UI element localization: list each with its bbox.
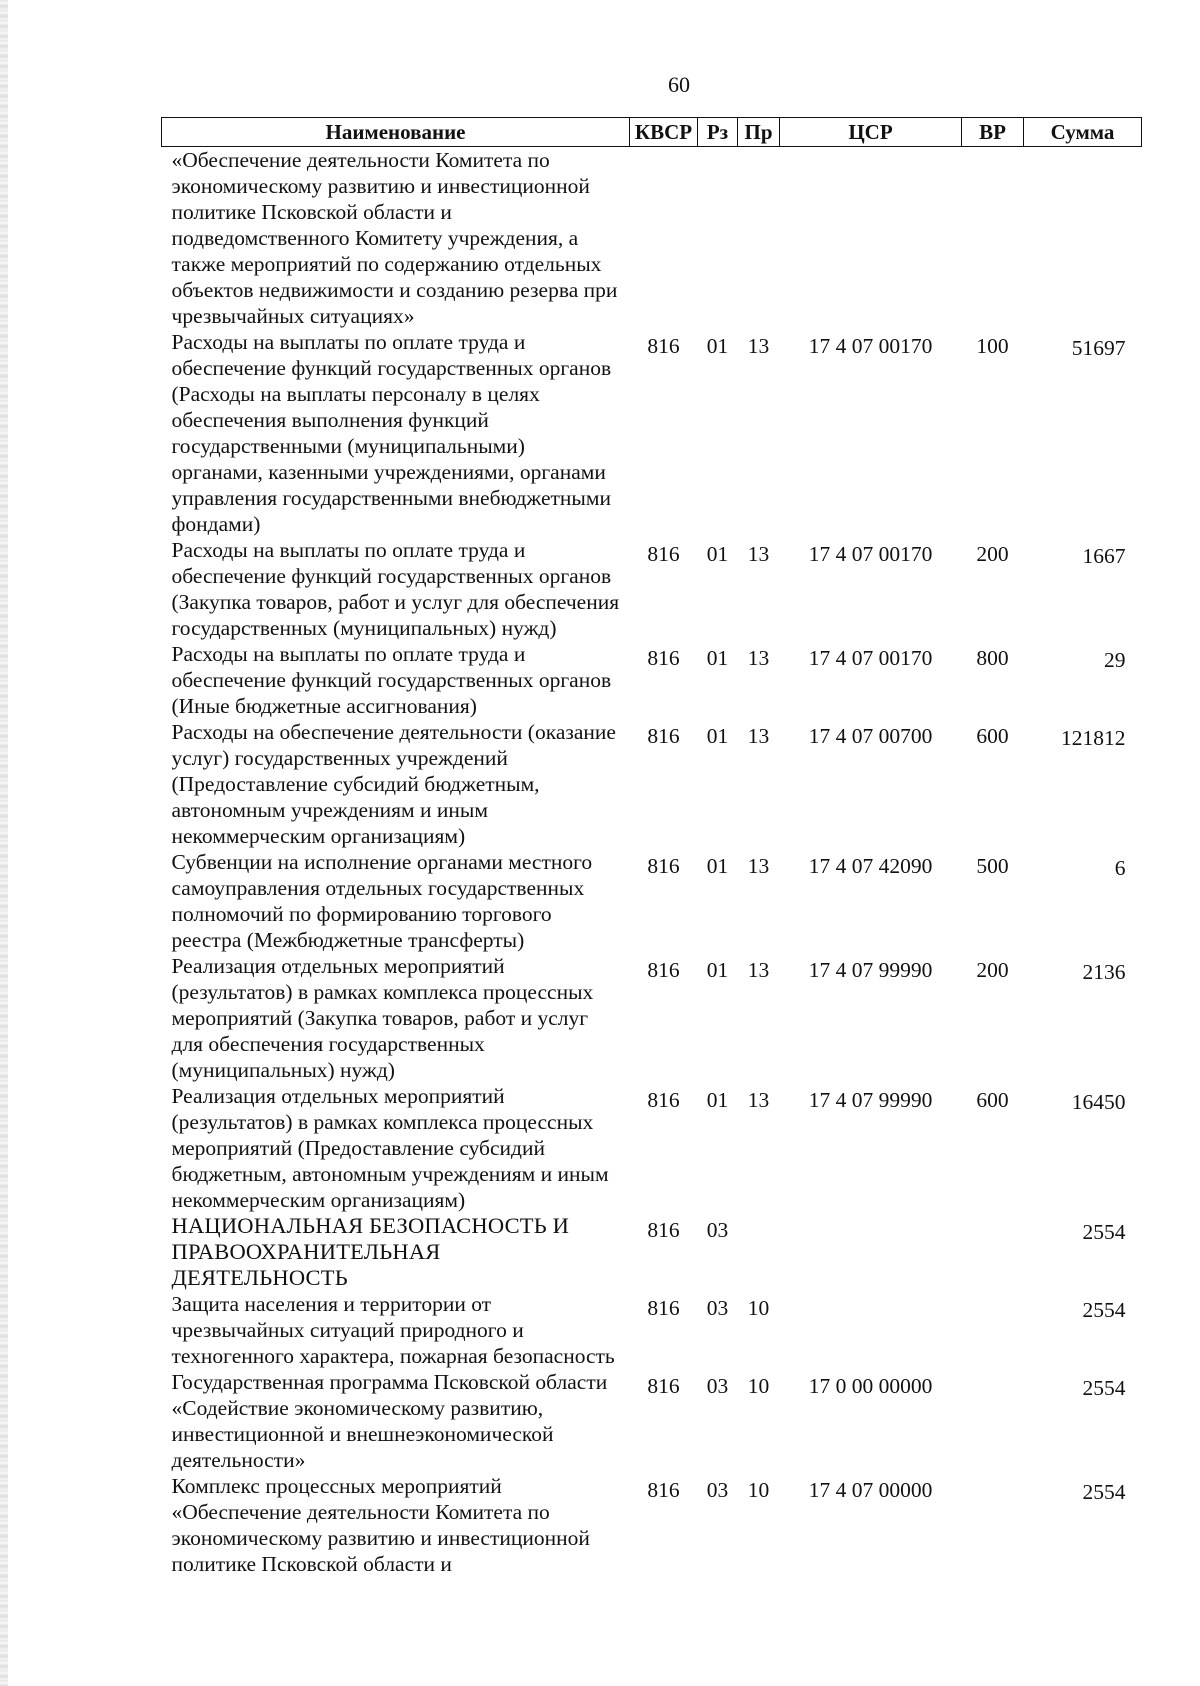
- row-name: Субвенции на исполнение органами местного самоуправления отдельных государственных полномочий по формированию торгового реестра (Межбюджетные трансферты): [171, 850, 593, 952]
- row-sum: 51697: [1071, 336, 1126, 360]
- row-csr: 17 4 07 00170: [808, 334, 933, 358]
- row-rz: 01: [706, 542, 729, 566]
- row-pr: 13: [747, 542, 770, 566]
- table-row: [162, 147, 1142, 330]
- row-pr: 13: [747, 854, 770, 878]
- row-sum: 2554: [1082, 1298, 1126, 1322]
- row-rz: 01: [706, 958, 729, 982]
- row-rz: 01: [706, 724, 729, 748]
- header-csr: ЦСР: [780, 118, 962, 147]
- row-rz: 01: [706, 646, 729, 670]
- table-header-row: [162, 118, 1142, 147]
- header-kvsr: КВСР: [630, 118, 698, 147]
- table-row: [162, 1291, 1142, 1369]
- row-pr: 10: [747, 1478, 770, 1502]
- row-vr: [962, 1369, 1024, 1473]
- row-name: Расходы на выплаты по оплате труда и обеспечение функций государственных органов (Расходы на выплаты персоналу в целях обеспечения выполнения функций государственными (муниципальными) органами, казенными учреждениями, органами управления государственными внебюджетными фондами): [171, 330, 612, 536]
- row-csr: 17 4 07 42090: [808, 854, 933, 878]
- row-pr: 13: [747, 724, 770, 748]
- row-rz: 03: [706, 1478, 729, 1502]
- table-row: [162, 1473, 1142, 1577]
- row-sum: 2136: [1082, 960, 1126, 984]
- table-row: [162, 1083, 1142, 1213]
- row-sum: 16450: [1071, 1090, 1126, 1114]
- row-name: Государственная программа Псковской области «Содействие экономическому развитию, инвестиционной и внешнеэкономической деятельности»: [171, 1370, 608, 1472]
- row-kvsr: 816: [647, 1218, 680, 1242]
- row-pr: 13: [747, 1088, 770, 1112]
- row-name: Реализация отдельных мероприятий (результатов) в рамках комплекса процессных мероприятий (Закупка товаров, работ и услуг для обеспечения государственных (муниципальных) нужд): [171, 954, 594, 1082]
- row-kvsr: 816: [647, 958, 680, 982]
- row-name: «Обеспечение деятельности Комитета по экономическому развитию и инвестиционной политике Псковской области и подведомственного Комитету учреждения, а также мероприятий по содержанию отдельных объектов недвижимости и созданию резерва при чрезвычайных ситуациях»: [171, 148, 618, 328]
- header-name: Наименование: [162, 118, 630, 147]
- row-vr: [962, 1473, 1024, 1577]
- table-row: [162, 1369, 1142, 1473]
- table-row: [162, 953, 1142, 1083]
- row-rz: 01: [706, 1088, 729, 1112]
- row-rz: 01: [706, 854, 729, 878]
- table-row: [162, 849, 1142, 953]
- row-rz: 03: [706, 1296, 729, 1320]
- row-sum: 2554: [1082, 1376, 1126, 1400]
- row-name: Расходы на выплаты по оплате труда и обеспечение функций государственных органов (Иные бюджетные ассигнования): [171, 642, 612, 718]
- row-csr: [780, 1291, 962, 1369]
- row-pr: 13: [747, 334, 770, 358]
- header-vr: ВР: [962, 118, 1024, 147]
- row-sum: 121812: [1061, 726, 1126, 750]
- row-vr: 800: [976, 646, 1009, 670]
- row-vr: 100: [976, 334, 1009, 358]
- row-csr: 17 4 07 00700: [808, 724, 933, 748]
- row-csr: 17 0 00 00000: [808, 1374, 933, 1398]
- row-name: Защита населения и территории от чрезвычайных ситуаций природного и техногенного характера, пожарная безопасность: [171, 1292, 615, 1368]
- scan-edge-decoration: [0, 0, 8, 1686]
- row-kvsr: 816: [647, 1374, 680, 1398]
- page-number: 60: [668, 72, 690, 97]
- row-csr: [780, 1213, 962, 1291]
- row-vr: [962, 1291, 1024, 1369]
- row-csr: 17 4 07 00170: [808, 646, 933, 670]
- row-kvsr: 816: [647, 646, 680, 670]
- row-vr: 500: [976, 854, 1009, 878]
- header-sum: Сумма: [1024, 118, 1142, 147]
- row-sum: [1024, 147, 1142, 330]
- row-csr: 17 4 07 99990: [808, 958, 933, 982]
- row-rz: 03: [706, 1218, 729, 1242]
- table-row: [162, 537, 1142, 641]
- row-pr: [738, 147, 780, 330]
- row-sum: 2554: [1082, 1480, 1126, 1504]
- row-vr: 200: [976, 542, 1009, 566]
- row-pr: 13: [747, 958, 770, 982]
- row-name: Реализация отдельных мероприятий (результатов) в рамках комплекса процессных мероприятий (Предоставление субсидий бюджетным, автономным учреждениям и иным некоммерческим организациям): [171, 1084, 609, 1212]
- row-sum: 29: [1104, 648, 1126, 672]
- row-csr: 17 4 07 99990: [808, 1088, 933, 1112]
- row-vr: 600: [976, 1088, 1009, 1112]
- table-row: [162, 329, 1142, 537]
- row-rz: 03: [706, 1374, 729, 1398]
- row-csr: 17 4 07 00170: [808, 542, 933, 566]
- row-vr: [962, 147, 1024, 330]
- row-sum: 6: [1114, 856, 1126, 880]
- row-rz: [698, 147, 738, 330]
- row-kvsr: 816: [647, 1478, 680, 1502]
- row-csr: 17 4 07 00000: [808, 1478, 933, 1502]
- header-pr: Пр: [738, 118, 780, 147]
- row-kvsr: 816: [647, 542, 680, 566]
- row-vr: 600: [976, 724, 1009, 748]
- budget-table: [161, 117, 1142, 1577]
- row-pr: 10: [747, 1296, 770, 1320]
- table-row: [162, 719, 1142, 849]
- row-kvsr: 816: [647, 334, 680, 358]
- row-pr: [738, 1213, 780, 1291]
- row-rz: 01: [706, 334, 729, 358]
- row-kvsr: 816: [647, 1296, 680, 1320]
- row-name: Расходы на выплаты по оплате труда и обеспечение функций государственных органов (Закупка товаров, работ и услуг для обеспечения государственных (муниципальных) нужд): [171, 538, 620, 640]
- row-kvsr: [630, 147, 698, 330]
- row-vr: 200: [976, 958, 1009, 982]
- table-row: [162, 1213, 1142, 1291]
- header-rz: Рз: [698, 118, 738, 147]
- row-kvsr: 816: [647, 724, 680, 748]
- row-sum: 2554: [1082, 1220, 1126, 1244]
- row-name: НАЦИОНАЛЬНАЯ БЕЗОПАСНОСТЬ И ПРАВООХРАНИТЕЛЬНАЯ ДЕЯТЕЛЬНОСТЬ: [171, 1213, 570, 1290]
- row-pr: 10: [747, 1374, 770, 1398]
- row-vr: [962, 1213, 1024, 1291]
- row-kvsr: 816: [647, 1088, 680, 1112]
- row-name: Расходы на обеспечение деятельности (оказание услуг) государственных учреждений (Предоставление субсидий бюджетным, автономным учреждениям и иным некоммерческим организациям): [171, 720, 616, 848]
- table-row: [162, 641, 1142, 719]
- row-pr: 13: [747, 646, 770, 670]
- row-name: Комплекс процессных мероприятий «Обеспечение деятельности Комитета по экономическому развитию и инвестиционной политике Псковской области и: [171, 1474, 590, 1576]
- row-kvsr: 816: [647, 854, 680, 878]
- row-csr: [780, 147, 962, 330]
- row-sum: 1667: [1082, 544, 1126, 568]
